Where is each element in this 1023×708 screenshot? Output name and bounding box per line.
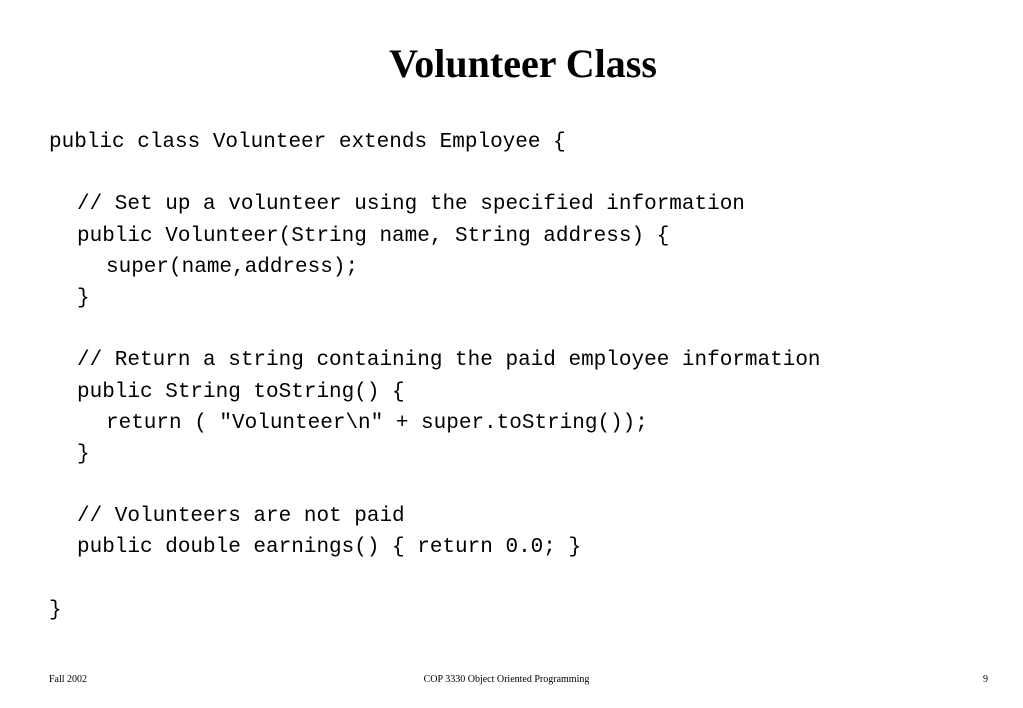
code-line-class-declaration: public class Volunteer extends Employee { [49,131,566,154]
code-line-blank [49,470,821,501]
code-line-comment-tostring: // Return a string containing the paid employee information [77,349,821,373]
code-line-comment-constructor: // Set up a volunteer using the specified information [77,193,745,217]
code-line-blank [49,564,821,595]
code-line-blank [49,158,821,189]
code-line-blank [49,314,821,345]
code-line-class-close: } [49,598,62,622]
footer-date: Fall 2002 [49,674,88,685]
slide-title: Volunteer Class [389,41,657,86]
code-line-tostring-return: return ( "Volunteer\n" + super.toString()); [106,411,648,435]
code-line-earnings-method: public double earnings() { return 0.0; } [77,536,582,560]
code-block [49,127,821,626]
code-line-constructor-signature: public Volunteer(String name, String address) { [77,224,670,248]
code-line-super-call: super(name,address); [106,255,359,279]
code-line-tostring-signature: public String toString() { [77,380,405,404]
footer-page-number: 9 [983,674,988,685]
footer-course-name: COP 3330 Object Oriented Programming [423,674,590,685]
code-line-tostring-close: } [77,442,90,466]
code-line-comment-earnings: // Volunteers are not paid [77,505,405,529]
code-line-constructor-close: } [77,286,90,310]
